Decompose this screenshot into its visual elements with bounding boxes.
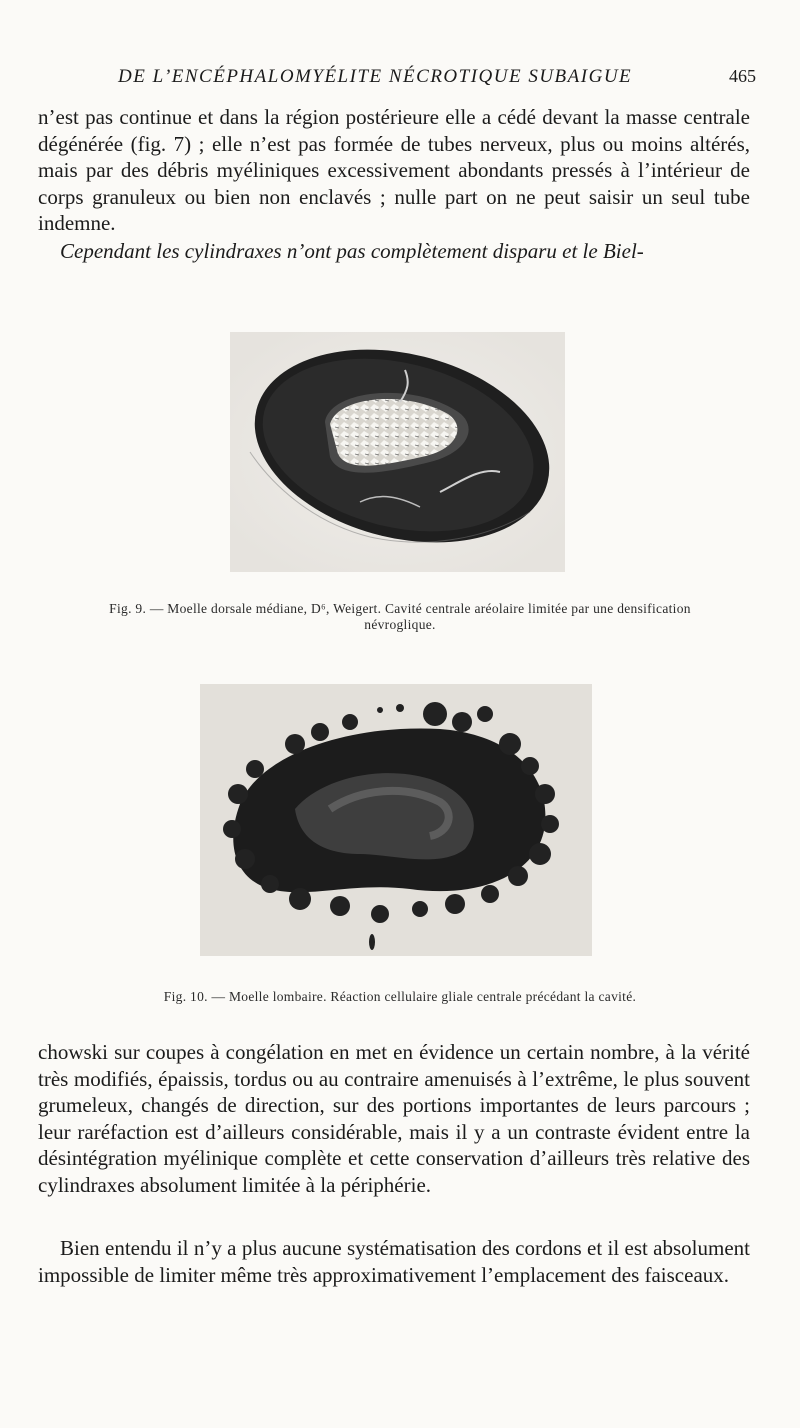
page-number: 465 <box>729 66 756 86</box>
paragraph-text: Cependant les cylindraxes n’ont pas complètement disparu et le Biel- <box>60 239 644 263</box>
running-title: DE L’ENCÉPHALOMYÉLITE NÉCROTIQUE SUBAIGUE <box>118 66 633 87</box>
paragraph-text: n’est pas continue et dans la région postérieure elle a cédé devant la masse centrale dégénérée (fig. 7) ; elle n’est pas formée de tubes nerveux, plus ou moins altérés, mais par des débris myéliniques excessivement abondants pressés à l’intérieur de corps granuleux ou bien non enclavés ; nulle part on ne peut saisir un seul tube indemne. <box>38 105 750 235</box>
body-paragraph-4 <box>38 1235 750 1288</box>
paragraph-text: Bien entendu il n’y a plus aucune systématisation des cordons et il est absolument impossible de limiter même très approximativement l’emplacement des faisceaux. <box>38 1236 750 1287</box>
figure-9-micrograph <box>230 332 565 572</box>
body-paragraph-3 <box>38 1039 750 1198</box>
body-paragraph-2 <box>38 238 750 265</box>
figure-10-caption: Fig. 10. — Moelle lombaire. Réaction cellulaire gliale centrale précédant la cavité. <box>163 989 637 1004</box>
body-paragraph-1 <box>38 104 750 237</box>
paragraph-text: chowski sur coupes à congélation en met en évidence un certain nombre, à la vérité très modifiés, épaissis, tordus ou au contraire amenuisés à l’extrême, le plus souvent grumeleux, changés de direction, sur des portions importantes de leurs parcours ; leur raréfaction est d’ailleurs considérable, mais il y a un contraste évident entre la désintégration myélinique complète et cette conservation d’ailleurs très relative des cylindraxes absolument limitée à la périphérie. <box>38 1040 750 1197</box>
running-header <box>90 62 770 92</box>
figure-9-caption: Fig. 9. — Moelle dorsale médiane, D⁶, Weigert. Cavité centrale aréolaire limitée par une densification névroglique. <box>109 601 691 632</box>
figure-10-micrograph <box>200 684 592 956</box>
